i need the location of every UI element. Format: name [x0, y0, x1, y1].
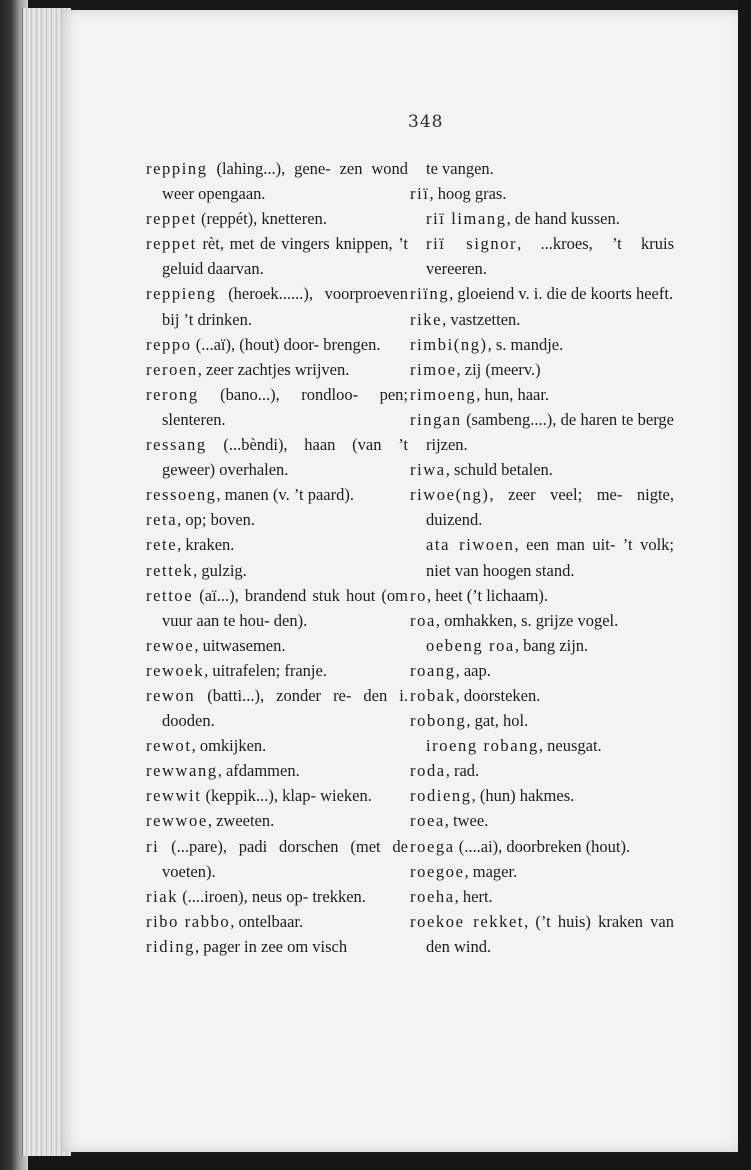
- right-column: [410, 156, 674, 959]
- entry-definition: , manen (v. ’t paard).: [216, 485, 354, 505]
- entry-definition: , zweeten.: [207, 811, 275, 831]
- dictionary-entry: [146, 231, 408, 281]
- entry-headword: roea: [410, 811, 445, 831]
- entry-headword: riwa: [410, 460, 446, 480]
- entry-headword: roeha: [410, 886, 455, 906]
- dictionary-entry: [146, 583, 408, 633]
- dictionary-entry: [410, 181, 674, 206]
- dictionary-entry: [146, 934, 408, 959]
- entry-definition: rèt, met de vingers knippen, ’t geluid daarvan.: [162, 234, 408, 279]
- entry-definition: , doorsteken.: [455, 685, 541, 705]
- dictionary-entry: [146, 834, 408, 884]
- entry-headword: rimoeng: [410, 384, 477, 404]
- entry-definition: (keppik...), klap- wieken.: [201, 786, 372, 806]
- entry-headword: reppet: [146, 234, 197, 254]
- entry-headword: rewoek: [146, 660, 205, 680]
- entry-headword: rerong: [146, 384, 199, 404]
- dictionary-entry: [410, 808, 674, 833]
- entry-definition: , mager.: [464, 861, 518, 881]
- entry-definition: , afdammen.: [217, 761, 300, 781]
- entry-definition: , (’t huis) kraken van den wind.: [426, 911, 674, 956]
- entry-headword: rettek: [146, 560, 194, 580]
- entry-definition: (...pare), padi dorschen (met de voeten).: [159, 836, 408, 881]
- dictionary-entry: [146, 884, 408, 909]
- dictionary-entry: [146, 281, 408, 331]
- entry-headword: reppo: [146, 334, 192, 354]
- entry-headword: ribo rabbo: [146, 911, 231, 931]
- entry-headword: rewwoe: [146, 811, 208, 831]
- entry-definition: , neusgat.: [538, 736, 602, 756]
- dictionary-entry: [410, 457, 674, 482]
- dictionary-entry: [146, 382, 408, 432]
- entry-headword: riak: [146, 886, 179, 906]
- entry-definition: (sambeng....), de haren te berge rijzen.: [426, 409, 674, 455]
- entry-headword: riïng: [410, 284, 450, 304]
- entry-headword: rewoe: [146, 635, 195, 655]
- page-number: 348: [408, 112, 444, 132]
- entry-definition: (...aï), (hout) door- brengen.: [191, 334, 381, 354]
- entry-definition: (heroek......), voorproeven bij ’t drinken.: [162, 284, 408, 329]
- entry-definition: (....iroen), neus op- trekken.: [178, 886, 366, 906]
- entry-definition: , aap.: [455, 660, 491, 680]
- dictionary-entry: [410, 733, 674, 758]
- entry-definition: , uitrafelen; franje.: [204, 660, 327, 680]
- dictionary-entry: [410, 608, 674, 633]
- entry-headword: rimbi(ng): [410, 334, 488, 354]
- dictionary-entry: [410, 532, 674, 582]
- dictionary-entry: [410, 859, 674, 884]
- dictionary-entry: [410, 482, 674, 532]
- entry-headword: ressoeng: [146, 485, 217, 505]
- entry-headword: rodieng: [410, 786, 472, 806]
- entry-headword: roa: [410, 610, 436, 630]
- dictionary-entry: [146, 558, 408, 583]
- entry-headword: riding: [146, 936, 196, 956]
- dictionary-entry: [410, 382, 674, 407]
- entry-headword: rewwang: [146, 761, 218, 781]
- dictionary-entry: [410, 332, 674, 357]
- entry-headword: rettoe: [146, 585, 194, 605]
- entry-definition: (aï...), brandend stuk hout (om vuur aan te hou- den).: [162, 585, 408, 630]
- dictionary-entry: [146, 783, 408, 808]
- entry-headword: ringan: [410, 409, 462, 429]
- entry-definition: , heet (’t lichaam).: [426, 585, 549, 605]
- entry-definition: , zeer zachtjes wrijven.: [197, 359, 350, 379]
- entry-definition: , uitwasemen.: [194, 635, 286, 655]
- entry-definition: , hoog gras.: [429, 184, 507, 204]
- entry-definition: , ...kroes, ’t kruis vereeren.: [426, 234, 674, 279]
- entry-headword: ro: [410, 585, 427, 605]
- dictionary-entry: [146, 507, 408, 532]
- dictionary-entry: [146, 808, 408, 833]
- entry-definition: (batti...), zonder re- den i. dooden.: [162, 685, 408, 731]
- entry-definition: , twee.: [444, 811, 489, 831]
- dictionary-entry: [410, 708, 674, 733]
- entry-definition: , pager in zee om visch: [195, 936, 348, 956]
- entry-definition: , vastzetten.: [442, 309, 521, 329]
- scan-top-edge: [28, 0, 751, 10]
- dictionary-entry: [146, 532, 408, 557]
- entry-headword: roega: [410, 836, 455, 856]
- entry-definition: (...bèndi), haan (van ’t geweer) overhalen.: [162, 435, 408, 480]
- dictionary-entry: [410, 357, 674, 382]
- dictionary-entry: [410, 231, 674, 281]
- entry-headword: ressang: [146, 435, 207, 455]
- entry-definition: , schuld betalen.: [445, 460, 553, 480]
- dictionary-entry: [146, 683, 408, 733]
- entry-definition: , omhakken, s. grijze vogel.: [435, 610, 619, 630]
- dictionary-entry: [410, 633, 674, 658]
- entry-definition: (reppét), knetteren.: [196, 209, 327, 229]
- entry-definition: (....ai), doorbreken (hout).: [454, 836, 631, 856]
- entry-headword: ata riwoen: [426, 535, 515, 555]
- entry-headword: ri: [146, 836, 160, 856]
- entry-definition: , omkijken.: [191, 736, 267, 756]
- dictionary-entry: [410, 281, 674, 306]
- entry-headword: riï signor: [426, 234, 518, 254]
- dictionary-entry: [146, 332, 408, 357]
- entry-definition: te vangen.: [426, 159, 494, 178]
- entry-definition: , gulzig.: [193, 560, 247, 580]
- dictionary-entry: [410, 206, 674, 231]
- dictionary-entry: [146, 482, 408, 507]
- entry-definition: , hert.: [454, 886, 493, 906]
- dictionary-entry: [146, 206, 408, 231]
- dictionary-entry: [146, 758, 408, 783]
- entry-definition: , hun, haar.: [476, 384, 550, 404]
- scan-bottom-edge: [28, 1156, 751, 1170]
- entry-headword: oebeng roa: [426, 635, 515, 655]
- dictionary-entry: [410, 583, 674, 608]
- entry-definition: , zeer veel; me- nigte, duizend.: [426, 485, 674, 530]
- entry-definition: , rad.: [445, 761, 480, 781]
- entry-headword: reppet: [146, 209, 197, 229]
- entry-headword: rewwit: [146, 786, 202, 806]
- entry-definition: , zij (meerv.): [456, 359, 541, 379]
- entry-definition: (bano...), rondloo- pen; slenteren.: [162, 384, 408, 429]
- entry-definition: , op; boven.: [177, 510, 256, 530]
- dictionary-entry: [410, 307, 674, 332]
- dictionary-entry: [146, 357, 408, 382]
- left-column: [146, 156, 408, 959]
- entry-headword: roegoe: [410, 861, 465, 881]
- entry-headword: reroen: [146, 359, 198, 379]
- dictionary-entry: [146, 658, 408, 683]
- dictionary-entry: [146, 733, 408, 758]
- book-page: [62, 10, 738, 1152]
- dictionary-entry: [410, 407, 674, 457]
- entry-headword: roang: [410, 660, 456, 680]
- entry-headword: robak: [410, 685, 456, 705]
- entry-definition: , gat, hol.: [466, 711, 529, 731]
- dictionary-entry: [410, 683, 674, 708]
- dictionary-entry: [146, 156, 408, 206]
- dictionary-entry: [146, 432, 408, 482]
- entry-headword: rimoe: [410, 359, 457, 379]
- entry-headword: rewon: [146, 685, 196, 705]
- entry-headword: roda: [410, 761, 446, 781]
- entry-definition: , een man uit- ’t volk; niet van hoogen stand.: [426, 535, 674, 580]
- entry-headword: roekoe rekket: [410, 911, 525, 931]
- entry-headword: riï: [410, 184, 430, 204]
- entry-headword: iroeng robang: [426, 736, 539, 756]
- entry-headword: riwoe(ng): [410, 485, 490, 505]
- entry-definition: , de hand kussen.: [506, 209, 620, 229]
- entry-definition: , (hun) hakmes.: [471, 786, 575, 806]
- entry-headword: reppieng: [146, 284, 217, 304]
- dictionary-entry: [410, 156, 674, 181]
- entry-definition: , kraken.: [177, 535, 235, 555]
- entry-definition: , s. mandje.: [487, 334, 564, 354]
- scan-right-edge: [738, 0, 751, 1170]
- entry-headword: riï limang: [426, 209, 507, 229]
- entry-headword: reta: [146, 510, 178, 530]
- entry-headword: repping: [146, 159, 208, 178]
- dictionary-entry: [410, 758, 674, 783]
- entry-definition: , bang zijn.: [514, 635, 589, 655]
- entry-definition: , gloeiend v. i. die de koorts heeft.: [449, 284, 674, 304]
- dictionary-entry: [146, 633, 408, 658]
- entry-definition: (lahing...), gene- zen wond weer opengaan.: [162, 159, 408, 204]
- dictionary-entry: [410, 783, 674, 808]
- entry-headword: rete: [146, 535, 178, 555]
- dictionary-entry: [410, 658, 674, 683]
- dictionary-entry: [410, 909, 674, 959]
- dictionary-entry: [410, 834, 674, 859]
- entry-headword: robong: [410, 711, 467, 731]
- entry-definition: , ontelbaar.: [230, 911, 304, 931]
- entry-headword: rike: [410, 309, 443, 329]
- entry-headword: rewot: [146, 736, 192, 756]
- dictionary-entry: [410, 884, 674, 909]
- dictionary-entry: [146, 909, 408, 934]
